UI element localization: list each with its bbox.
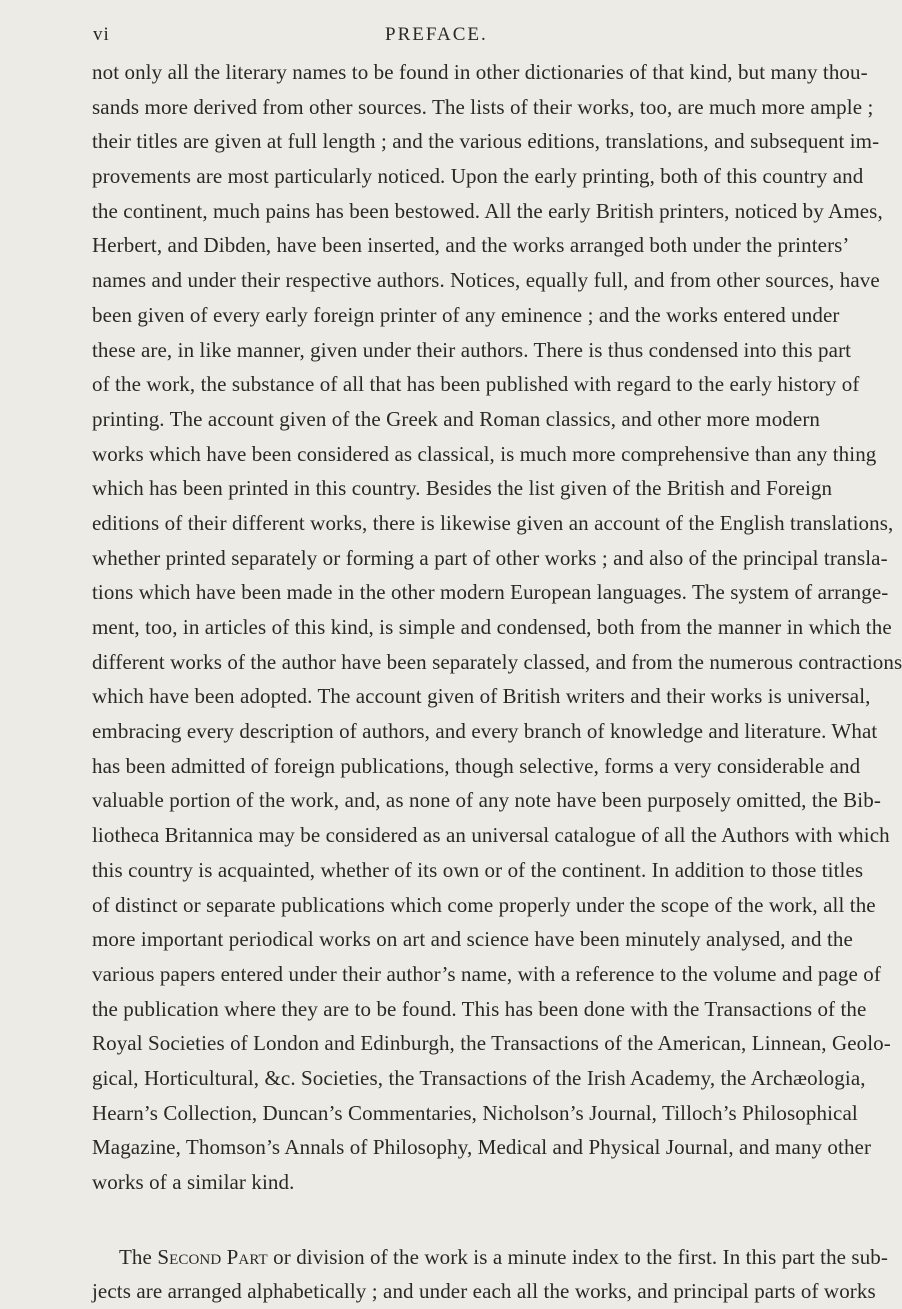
text-line: liotheca Britannica may be considered as an universal catalogue of all the Authors with which [92, 823, 890, 848]
paragraph-gap [92, 1200, 770, 1240]
text-line: editions of their different works, there is likewise given an account of the English translations, [92, 510, 894, 535]
text-line: tions which have been made in the other modern European languages. The system of arrange- [92, 580, 889, 605]
text-line: jects are arranged alphabetically ; and under each all the works, and principal parts of works [92, 1279, 876, 1304]
text-line: has been admitted of foreign publications, though selective, forms a very considerable and [92, 753, 861, 778]
text-line: the continent, much pains has been bestowed. All the early British printers, noticed by Ames, [92, 198, 883, 223]
text-line: works of a similar kind. [92, 1170, 295, 1194]
text-line: various papers entered under their author’s name, with a reference to the volume and page of [92, 961, 881, 986]
text-line: different works of the author have been separately classed, and from the numerous contractions [92, 649, 902, 674]
text-line: Magazine, Thomson’s Annals of Philosophy, Medical and Physical Journal, and many other [92, 1135, 872, 1160]
text-line: provements are most particularly noticed. Upon the early printing, both of this country and [92, 164, 864, 189]
text-line: been given of every early foreign printer of any eminence ; and the works entered under [92, 302, 840, 327]
text-line: which have been adopted. The account given of British writers and their works is universal, [92, 684, 871, 709]
running-head: PREFACE. [385, 24, 488, 45]
text-line: printing. The account given of the Greek and Roman classics, and other more modern [92, 406, 821, 431]
text-line: gical, Horticultural, &c. Societies, the Transactions of the Irish Academy, the Archæologia, [92, 1065, 866, 1090]
text-line: more important periodical works on art and science have been minutely analysed, and the [92, 927, 853, 952]
text-line: Hearn’s Collection, Duncan’s Commentaries, Nicholson’s Journal, Tilloch’s Philosophical [92, 1100, 858, 1125]
body-text [92, 55, 902, 1309]
text-line: The Second Part or division of the work is a minute index to the first. In this part the sub- [119, 1244, 889, 1269]
paragraph-2 [92, 1240, 889, 1309]
text-line: of the work, the substance of all that has been published with regard to the early history of [92, 372, 860, 397]
text-line: whether printed separately or forming a part of other works ; and also of the principal transla- [92, 545, 888, 570]
text-line: these are, in like manner, given under their authors. There is thus condensed into this part [92, 337, 852, 362]
text-line: the publication where they are to be found. This has been done with the Transactions of the [92, 996, 867, 1021]
text-line: valuable portion of the work, and, as none of any note have been purposely omitted, the Bib- [92, 788, 881, 813]
text-line: sands more derived from other sources. The lists of their works, too, are much more ample ; [92, 94, 874, 119]
text-line: ment, too, in articles of this kind, is simple and condensed, both from the manner in which the [92, 615, 892, 639]
page-number: vi [93, 24, 110, 45]
text-line: not only all the literary names to be found in other dictionaries of that kind, but many thou- [92, 60, 868, 84]
text-line: which has been printed in this country. Besides the list given of the British and Foreign [92, 476, 833, 501]
text-line: this country is acquainted, whether of its own or of the continent. In addition to those titles [92, 857, 864, 882]
text-line: Herbert, and Dibden, have been inserted, and the works arranged both under the printers’ [92, 233, 850, 258]
text-line: their titles are given at full length ; and the various editions, translations, and subsequent im- [92, 129, 880, 154]
paragraph-1 [92, 55, 902, 1200]
text-line: Royal Societies of London and Edinburgh, the Transactions of the American, Linnean, Geolo- [92, 1031, 891, 1056]
text-line: works which have been considered as classical, is much more comprehensive than any thing [92, 441, 877, 466]
text-line: embracing every description of authors, and every branch of knowledge and literature. What [92, 719, 878, 744]
page-header [0, 20, 800, 50]
small-caps-text: Second Part [157, 1244, 268, 1269]
text-line: names and under their respective authors. Notices, equally full, and from other sources, have [92, 268, 880, 293]
text-line: of distinct or separate publications which come properly under the scope of the work, all the [92, 892, 876, 917]
